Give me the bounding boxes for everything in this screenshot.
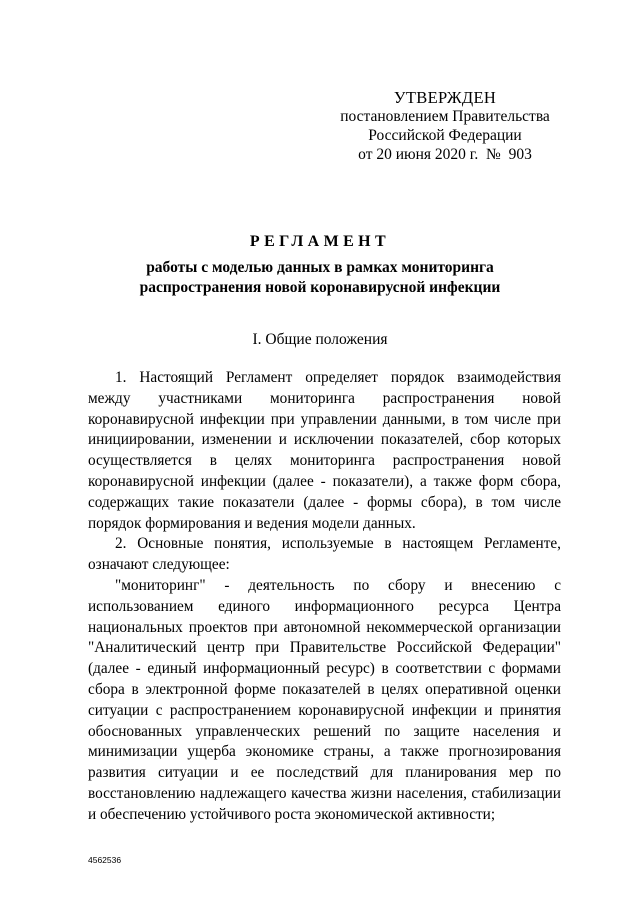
paragraph-2: 2. Основные понятия, используемые в настоящем Регламенте, означают следующее: xyxy=(88,535,561,574)
document-title: РЕГЛАМЕНТ xyxy=(249,233,391,250)
approval-government-line: Российской Федерации xyxy=(368,127,522,144)
document-subtitle xyxy=(60,258,580,298)
approval-date-number-line: от 20 июня 2020 г. № 903 xyxy=(358,146,532,163)
paragraph-1: 1. Настоящий Регламент определяет порядок взаимодействия между участниками мониторинга распространения новой коронавирусной инфекции при управлении данными, в том числе при инициировании, изменении и исключении показателей, сбор которых осуществляется в целях мониторинга распространения новой коронавирусной инфекции (далее - показатели), а также форм сбора, содержащих такие показатели (далее - формы сбора), в том числе порядок формирования и ведения модели данных. xyxy=(88,369,561,532)
approved-label: УТВЕРЖДЕН xyxy=(393,88,497,107)
section-heading: I. Общие положения xyxy=(252,331,388,348)
body-text xyxy=(88,368,561,826)
document-code: 4562536 xyxy=(88,855,122,865)
subtitle-line-2: распространения новой коронавирусной инфекции xyxy=(139,279,501,296)
approval-stamp xyxy=(340,88,550,164)
paragraph-3: "мониторинг" - деятельность по сбору и внесению с использованием единого информационного ресурса Центра национальных проектов при автономной некоммерческой организации "Аналитический центр при Правительстве Российской Федерации" (далее - единый информационный ресурс) в соответствии с формами сбора в электронной форме показателей в целях оперативной оценки ситуации с распространением коронавирусной инфекции и принятия обоснованных управленческих решений по защите населения и минимизации ущерба экономике страны, а также прогнозирования развития ситуации и ее последствий для планирования мер по восстановлению надлежащего качества жизни населения, стабилизации и обеспечению устойчивого роста экономической активности; xyxy=(88,576,561,823)
approval-decree-line: постановлением Правительства xyxy=(340,108,550,125)
subtitle-line-1: работы с моделью данных в рамках мониторинга xyxy=(146,259,494,276)
